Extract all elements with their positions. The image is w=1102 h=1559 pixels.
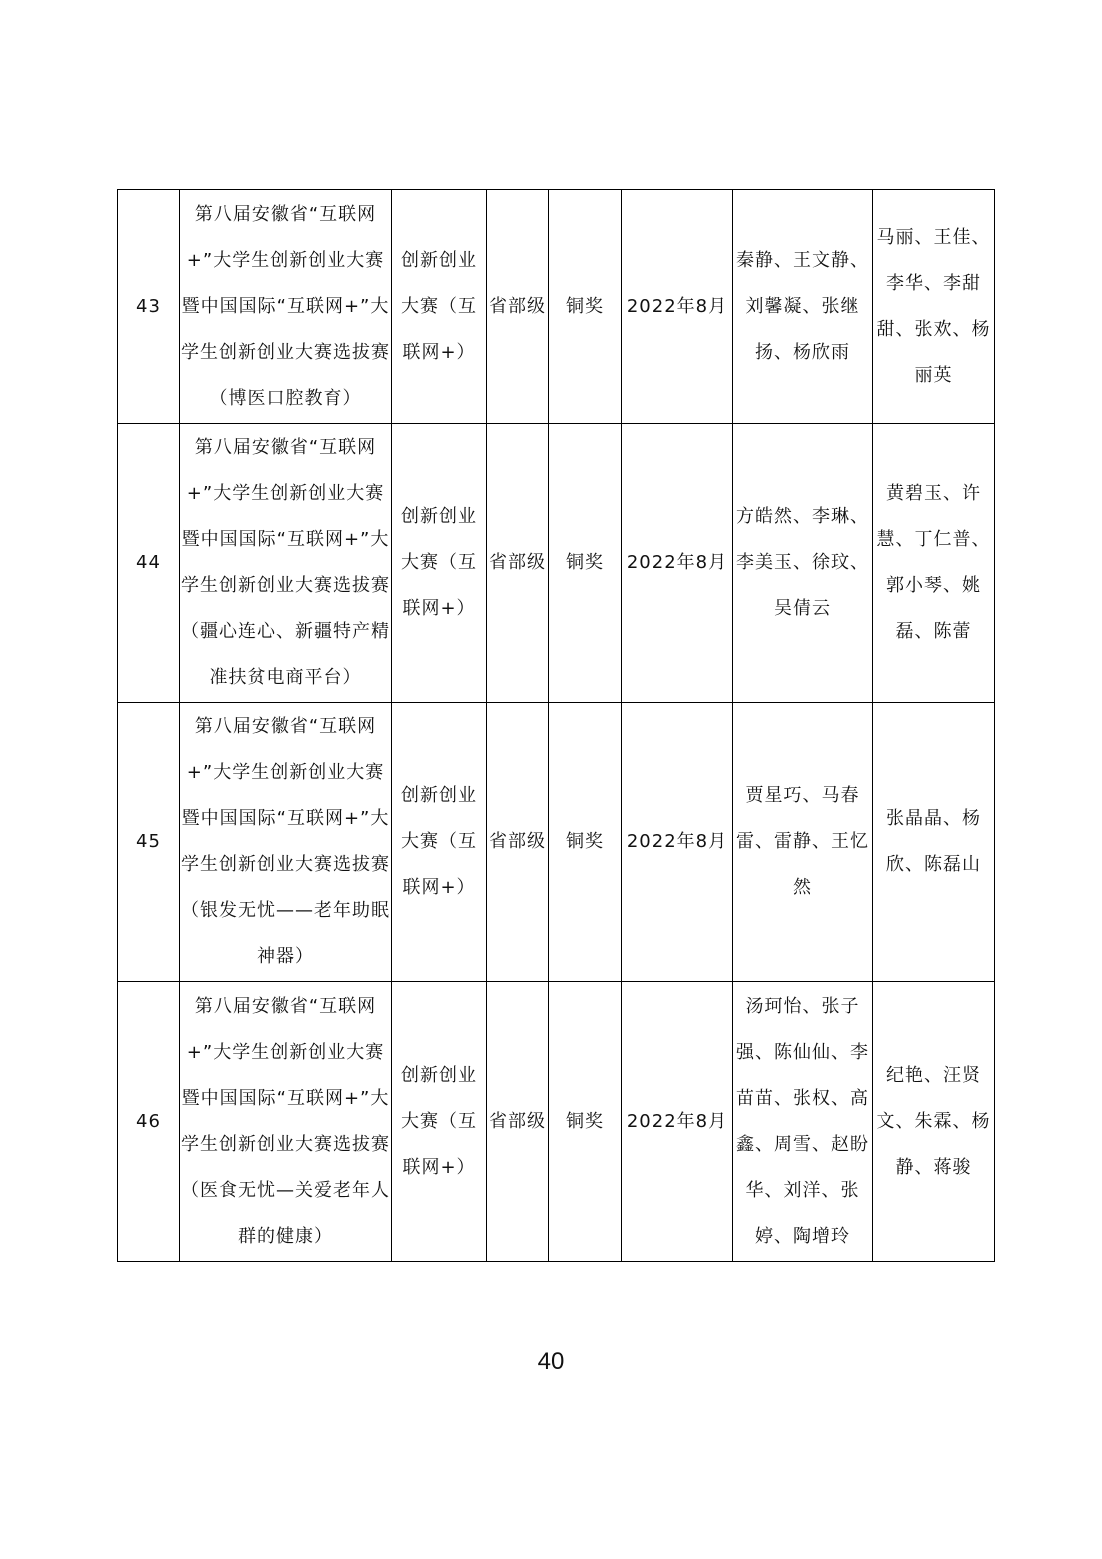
advisor-names: 纪艳、汪贤文、朱霖、杨静、蒋骏 (873, 982, 995, 1262)
row-number: 44 (118, 424, 180, 703)
award-grade: 铜奖 (549, 703, 622, 982)
project-name: 第八届安徽省“互联网+”大学生创新创业大赛暨中国国际“互联网+”大学生创新创业大赛选拔赛（医食无忧—关爱老年人群的健康） (180, 982, 392, 1262)
competition-category: 创新创业大赛（互联网+） (392, 703, 487, 982)
project-name: 第八届安徽省“互联网+”大学生创新创业大赛暨中国国际“互联网+”大学生创新创业大赛选拔赛（博医口腔教育） (180, 190, 392, 424)
award-date: 2022年8月 (622, 190, 733, 424)
advisor-names: 黄碧玉、许慧、丁仁普、郭小琴、姚磊、陈蕾 (873, 424, 995, 703)
table-row (118, 190, 995, 424)
award-level: 省部级 (487, 190, 549, 424)
awards-table (117, 189, 995, 1262)
award-date: 2022年8月 (622, 424, 733, 703)
advisor-names: 马丽、王佳、李华、李甜甜、张欢、杨丽英 (873, 190, 995, 424)
award-grade: 铜奖 (549, 190, 622, 424)
table-row (118, 424, 995, 703)
award-level: 省部级 (487, 703, 549, 982)
table-row (118, 703, 995, 982)
student-names: 汤珂怡、张子强、陈仙仙、李苗苗、张权、高鑫、周雪、赵盼华、刘洋、张婷、陶增玲 (733, 982, 873, 1262)
table-row (118, 982, 995, 1262)
award-date: 2022年8月 (622, 703, 733, 982)
student-names: 方皓然、李琳、李美玉、徐玟、吴倩云 (733, 424, 873, 703)
award-level: 省部级 (487, 424, 549, 703)
student-names: 贾星巧、马春雷、雷静、王忆然 (733, 703, 873, 982)
competition-category: 创新创业大赛（互联网+） (392, 190, 487, 424)
award-date: 2022年8月 (622, 982, 733, 1262)
award-grade: 铜奖 (549, 424, 622, 703)
row-number: 45 (118, 703, 180, 982)
award-level: 省部级 (487, 982, 549, 1262)
row-number: 43 (118, 190, 180, 424)
competition-category: 创新创业大赛（互联网+） (392, 424, 487, 703)
project-name: 第八届安徽省“互联网+”大学生创新创业大赛暨中国国际“互联网+”大学生创新创业大赛选拔赛（疆心连心、新疆特产精准扶贫电商平台） (180, 424, 392, 703)
award-grade: 铜奖 (549, 982, 622, 1262)
advisor-names: 张晶晶、杨欣、陈磊山 (873, 703, 995, 982)
row-number: 46 (118, 982, 180, 1262)
student-names: 秦静、王文静、刘馨凝、张继扬、杨欣雨 (733, 190, 873, 424)
page-number: 40 (537, 1348, 565, 1375)
competition-category: 创新创业大赛（互联网+） (392, 982, 487, 1262)
project-name: 第八届安徽省“互联网+”大学生创新创业大赛暨中国国际“互联网+”大学生创新创业大赛选拔赛（银发无忧——老年助眠神器） (180, 703, 392, 982)
